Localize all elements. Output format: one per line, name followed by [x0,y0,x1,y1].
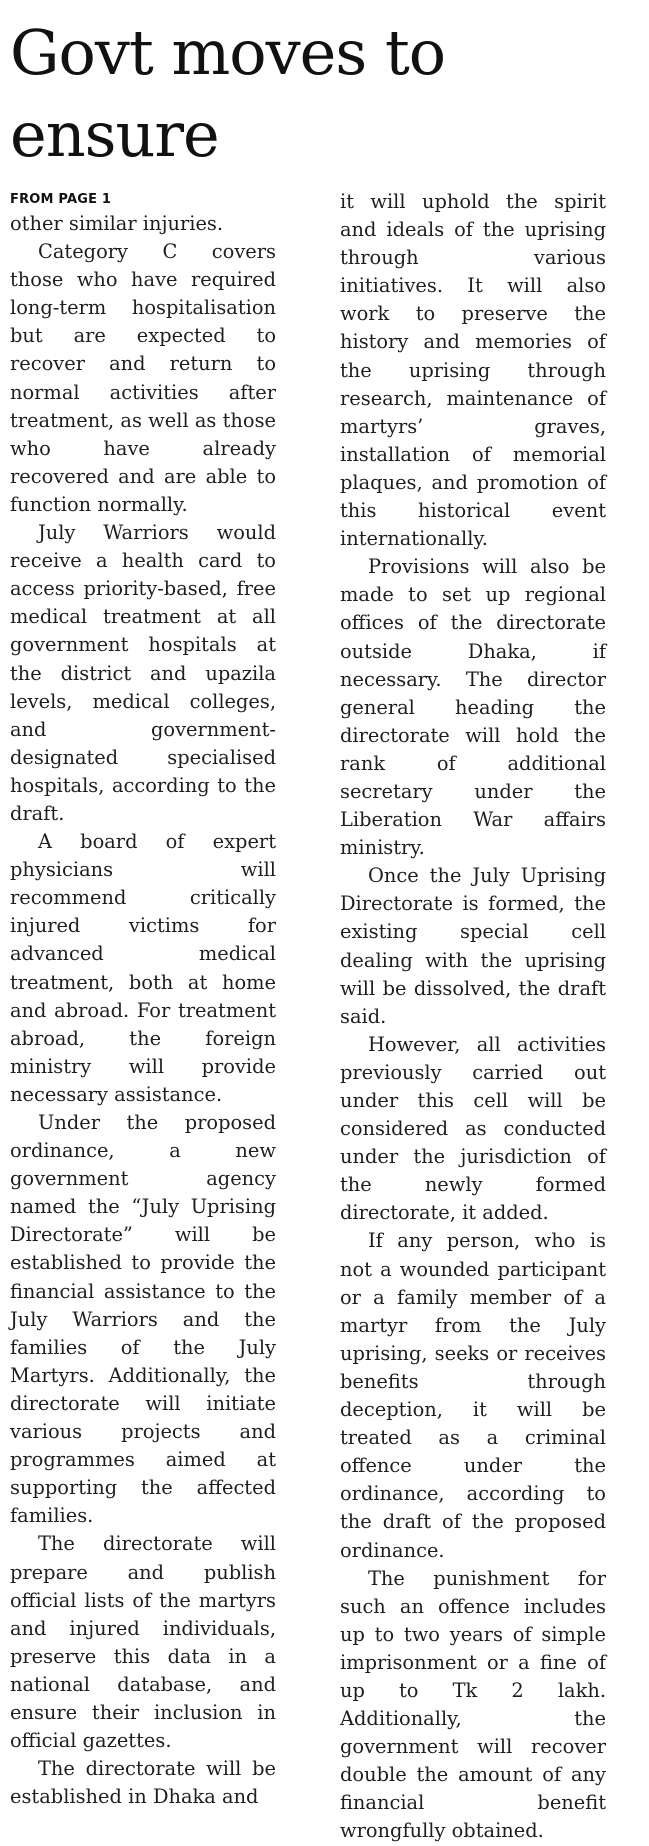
paragraph: If any person, who is not a wounded participant or a family member of a martyr from the July uprising, seeks or receives benefits through deception, it will be treated as a criminal offence under the ordinance, according to the draft of the proposed ordinance. [340,1229,606,1562]
paragraph: Once the July Uprising Directorate is formed, the existing special cell dealing with the uprising will be dissolved, the draft said. [340,864,606,1028]
paragraph: Provisions will also be made to set up regional offices of the directorate outside Dhaka, if necessary. The director general heading the directorate will hold the rank of additional secretary under the Liberation War affairs ministry. [340,555,606,860]
paragraph: The directorate will be established in Dhaka and [10,1757,276,1809]
paragraph: it will uphold the spirit and ideals of the uprising through various initiatives. It will also work to preserve the history and memories of the uprising through research, maintenance of martyrs’ graves, installation of memorial plaques, and promotion of this historical event internationally. [340,190,606,551]
paragraph: A board of expert physicians will recommend critically injured victims for advanced medical treatment, both at home and abroad. For treatment abroad, the foreign ministry will provide necessary assistance. [10,830,276,1106]
paragraph: Category C covers those who have required long-term hospitalisation but are expected to recover and return to normal activities after treatment, as well as those who have already recovered and are able to function normally. [10,240,276,516]
column-right [340,188,606,1846]
column-left-paragraphs [10,210,276,1811]
paragraph: July Warriors would receive a health card to access priority-based, free medical treatment at all government hospitals at the district and upazila levels, medical colleges, and government-designated specialised hospitals, according to the draft. [10,521,276,825]
paragraph: other similar injuries. [10,212,224,235]
paragraph: The punishment for such an offence includes up to two years of simple imprisonment or a fine of up to Tk 2 lakh. Additionally, the government will recover double the amount of any financial benefit wrongfully obtained. [340,1566,606,1843]
dateline: FROM PAGE 1 [10,192,112,207]
paragraph: The directorate will prepare and publish official lists of the martyrs and injured individuals, preserve this data in a national database, and ensure their inclusion in official gazettes. [10,1532,276,1753]
column-left [10,190,276,1811]
paragraph: Under the proposed ordinance, a new government agency named the “July Uprising Directorate” will be established to provide the financial assistance to the July Warriors and the families of the July Martyrs. Additionally, the directorate will initiate various projects and programmes aimed at supporting the affected families. [10,1111,276,1528]
column-right-paragraphs [340,188,606,1846]
paragraph: However, all activities previously carried out under this cell will be considered as conducted under the jurisdiction of the newly formed directorate, it added. [340,1032,606,1225]
headline: Govt moves to ensure [10,16,446,171]
